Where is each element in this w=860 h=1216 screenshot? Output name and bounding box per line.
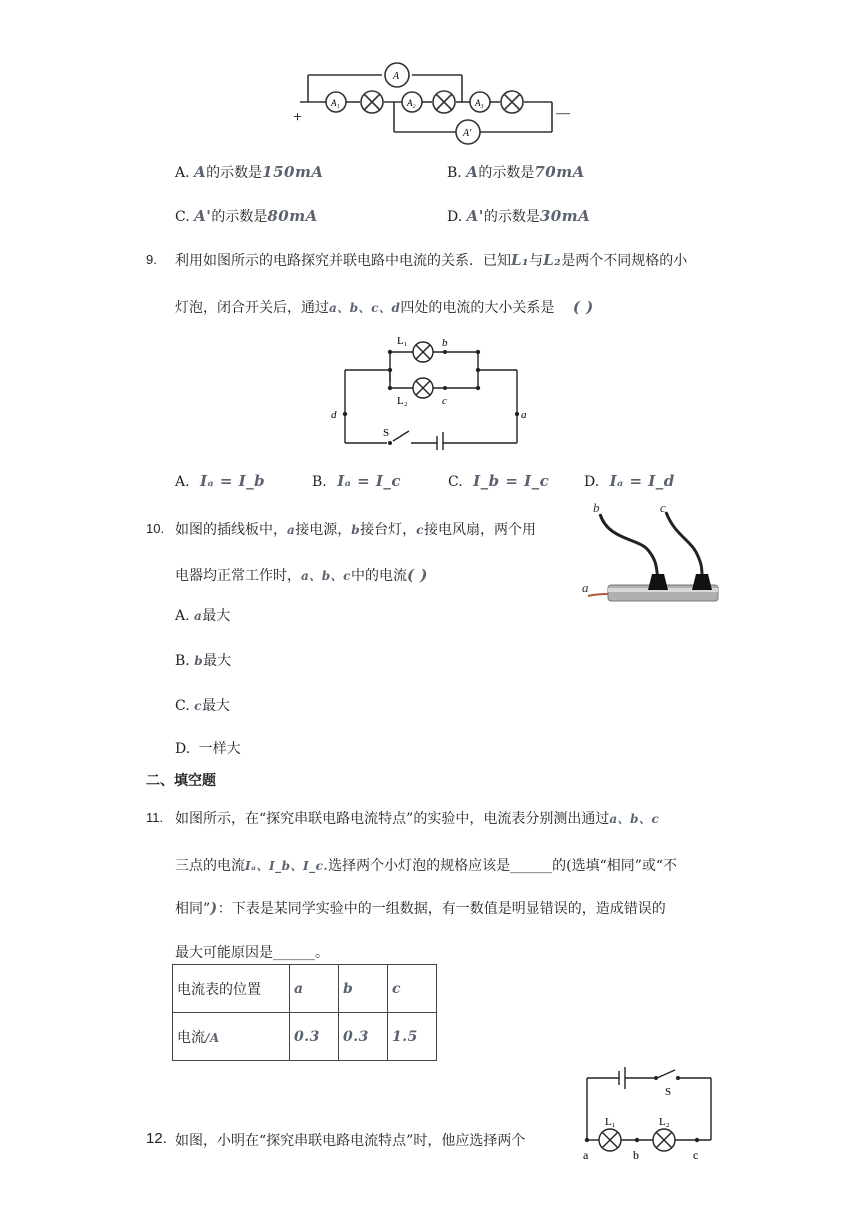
ammeter-A1-label: A₁ xyxy=(331,98,340,108)
table-cell: b xyxy=(339,965,388,1013)
table-row xyxy=(173,965,437,1013)
q8-option-d[interactable] xyxy=(447,206,590,226)
q8-option-b[interactable] xyxy=(447,162,585,182)
option-text: 的示数是 xyxy=(483,209,540,225)
q12-stem-line1: 如图，小明在“探究串联电路电流特点”时，他应选择两个 xyxy=(175,1133,526,1149)
q9-stem-line2: 灯泡，闭合开关后，通过a、b、c、d四处的电流的大小关系是 ( ) xyxy=(175,298,594,316)
q10-option-c[interactable]: C. c最大 xyxy=(175,698,230,714)
fig12-label-c: c xyxy=(693,1148,699,1162)
option-value: 80mA xyxy=(267,207,318,225)
q9-option-d[interactable]: D. Iₐ = I_d xyxy=(584,472,675,490)
option-letter: A. xyxy=(175,165,190,181)
fig9-label-c: c xyxy=(442,395,447,407)
table-cell: 0.3 xyxy=(290,1013,339,1061)
fig10-label-a: a xyxy=(582,580,589,595)
q11-stem-line2: 三点的电流Iₐ、I_b、I_c.选择两个小灯泡的规格应该是______的(选填“相同”或“不 xyxy=(175,858,678,874)
fig10-label-b: b xyxy=(593,500,600,515)
option-letter: B. xyxy=(447,165,462,181)
table-cell: c xyxy=(388,965,437,1013)
plus-terminal: + xyxy=(293,109,303,126)
q9-parallel-circuit-figure xyxy=(325,330,535,450)
q11-stem-line3: 相同”)：下表是某同学实验中的一组数据，有一数值是明显错误的，造成错误的 xyxy=(175,899,666,917)
section-heading-fill-blank: 二、填空题 xyxy=(146,772,216,788)
q10-option-a[interactable]: A. a最大 xyxy=(175,608,231,624)
fig10-label-c: c xyxy=(660,500,666,515)
q8-option-c[interactable] xyxy=(175,206,318,226)
ammeter-A2-label: A₂ xyxy=(407,98,416,108)
minus-terminal: — xyxy=(556,106,570,121)
option-text: 的示数是 xyxy=(206,165,263,181)
fig9-label-L2: L₂ xyxy=(397,395,408,407)
option-text: 的示数是 xyxy=(211,209,268,225)
ammeter-A3-label: A₃ xyxy=(475,98,484,108)
option-value: 70mA xyxy=(534,163,585,181)
q9-option-c[interactable]: C. I_b = I_c xyxy=(448,472,550,490)
option-symbol: A xyxy=(194,163,207,181)
option-text: 的示数是 xyxy=(478,165,535,181)
table-cell: 1.5 xyxy=(388,1013,437,1061)
q8-option-a[interactable] xyxy=(175,162,323,182)
option-letter: C. xyxy=(175,209,190,225)
q11-stem-line1: 如图所示，在“探究串联电路电流特点”的实验中，电流表分别测出通过a、b、c xyxy=(175,811,660,827)
option-symbol: A' xyxy=(466,207,484,225)
q11-data-table xyxy=(172,964,437,1061)
option-symbol: A' xyxy=(194,207,212,225)
q9-number: 9. xyxy=(146,252,157,267)
fig9-label-b: b xyxy=(442,337,448,349)
fig12-label-L2: L₂ xyxy=(659,1116,670,1128)
fig12-label-S: S xyxy=(665,1086,672,1098)
option-value: 30mA xyxy=(539,207,591,225)
q10-stem-line1: 如图的插线板中，a接电源，b接台灯，c接电风扇，两个用 xyxy=(175,522,536,538)
q10-option-b[interactable]: B. b最大 xyxy=(175,653,232,669)
ammeter-A-prime-label: A' xyxy=(463,128,472,139)
ammeter-A-label: A xyxy=(393,71,400,82)
q10-option-d[interactable]: D. 一样大 xyxy=(175,741,241,757)
q9-stem-line1: 利用如图所示的电路探究并联电路中电流的关系．已知L₁与L₂是两个不同规格的小 xyxy=(175,251,688,269)
table-cell: 电流/A xyxy=(173,1013,290,1061)
option-value: 150mA xyxy=(262,163,324,181)
q10-number: 10. xyxy=(146,521,165,536)
q9-option-b[interactable]: B. Iₐ = I_c xyxy=(312,472,402,490)
q11-number: 11. xyxy=(146,810,164,825)
fig12-label-L1: L₁ xyxy=(605,1116,616,1128)
fig12-label-a: a xyxy=(583,1148,589,1162)
table-cell: 电流表的位置 xyxy=(173,965,290,1013)
q12-number: 12. xyxy=(146,1130,167,1147)
fig12-label-b: b xyxy=(633,1148,639,1162)
fig9-label-d: d xyxy=(331,409,337,421)
q11-stem-line4: 最大可能原因是______。 xyxy=(175,945,329,961)
option-letter: D. xyxy=(447,209,463,225)
option-symbol: A xyxy=(466,163,479,181)
table-row xyxy=(173,1013,437,1061)
q9-option-a[interactable]: A. Iₐ = I_b xyxy=(175,472,266,490)
q10-stem-line2: 电器均正常工作时，a、b、c中的电流( ) xyxy=(175,566,428,584)
q10-power-strip-photo xyxy=(578,500,728,610)
fig9-label-a: a xyxy=(521,409,527,421)
table-cell: 0.3 xyxy=(339,1013,388,1061)
q8-circuit-figure xyxy=(290,60,580,150)
table-cell: a xyxy=(290,965,339,1013)
fig9-label-S: S xyxy=(383,427,390,439)
fig9-label-L1: L₁ xyxy=(397,335,408,347)
q12-series-circuit-figure xyxy=(575,1065,720,1165)
